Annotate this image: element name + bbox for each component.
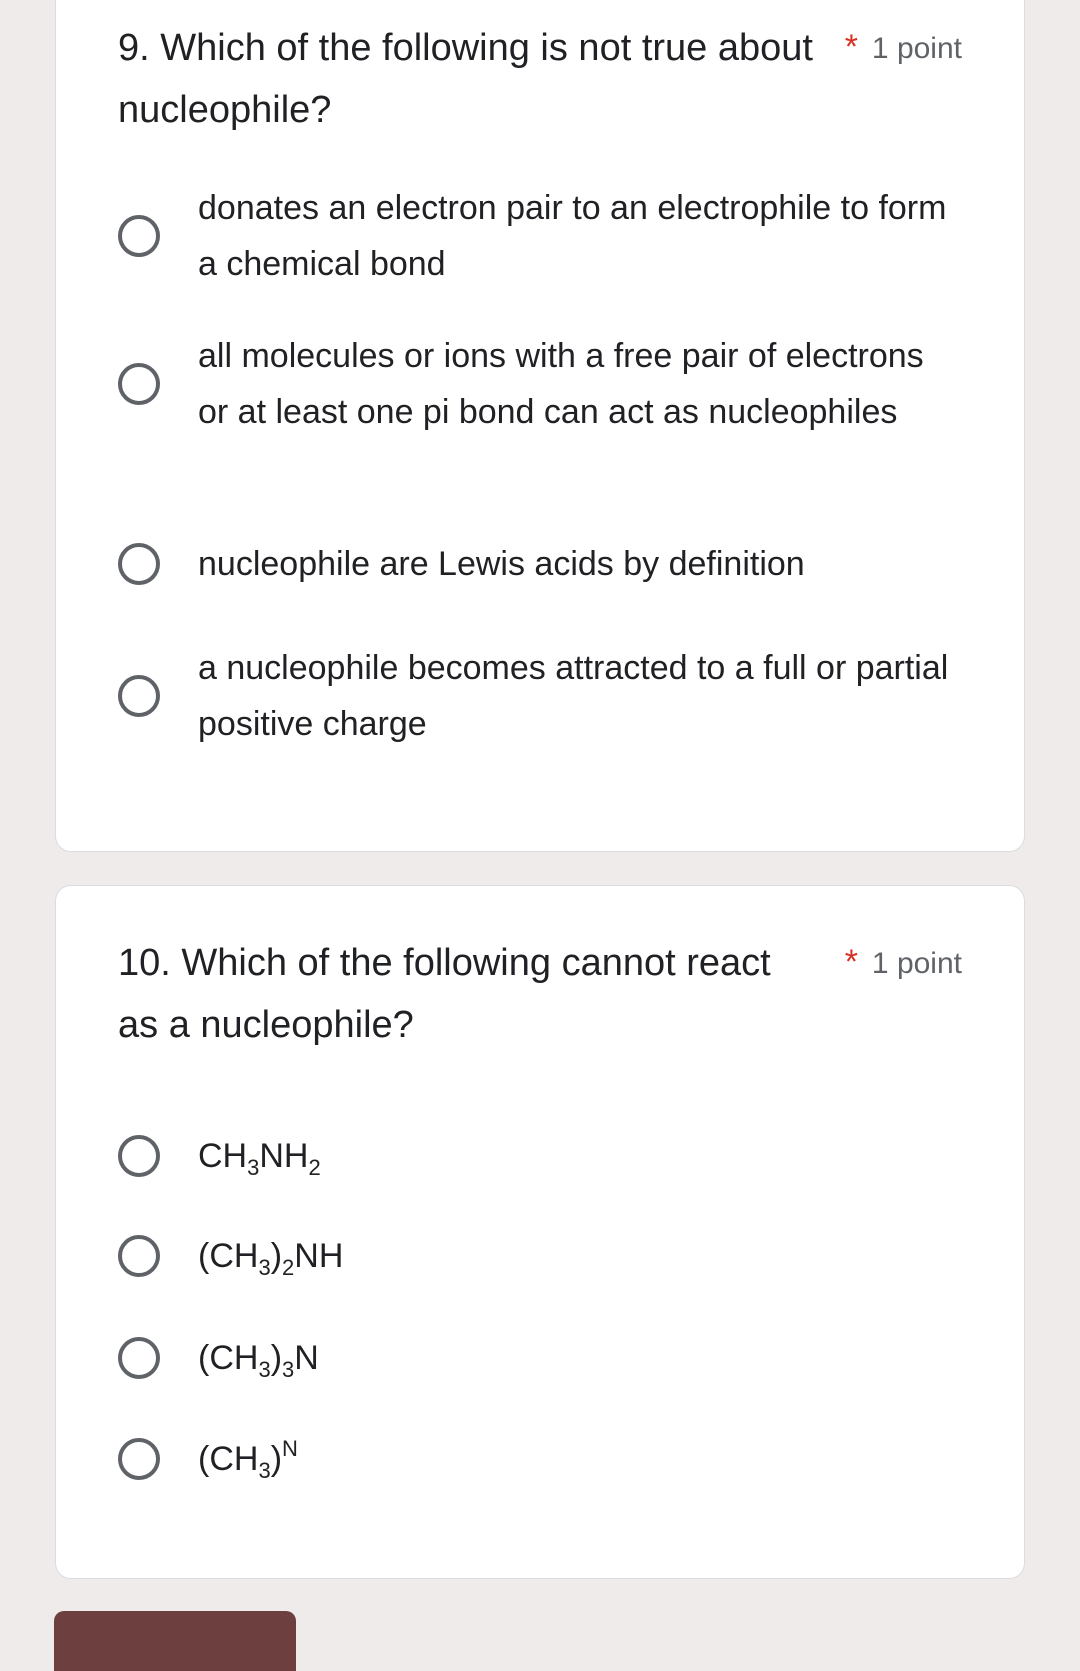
question-meta <box>845 932 962 992</box>
radio-button[interactable] <box>118 363 160 405</box>
points-label: 1 point <box>871 32 962 65</box>
question-title: 9. Which of the following is not true about nucleophile? <box>118 27 813 131</box>
radio-button[interactable] <box>118 1438 160 1480</box>
formula-text: NH <box>294 1237 344 1275</box>
option-formula <box>198 1128 321 1184</box>
option-item[interactable] <box>118 1128 984 1184</box>
option-item[interactable] <box>118 640 984 752</box>
formula-subscript: 3 <box>282 1357 295 1382</box>
question-card-9 <box>55 0 1025 852</box>
formula-text: ) <box>270 1339 283 1377</box>
radio-button[interactable] <box>118 1135 160 1177</box>
option-label: nucleophile are Lewis acids by definition <box>198 545 805 583</box>
formula-text: ) <box>270 1440 283 1478</box>
question-card-10 <box>55 885 1025 1579</box>
radio-button[interactable] <box>118 675 160 717</box>
formula-text: (CH <box>198 1237 259 1275</box>
option-label: donates an electron pair to an electrophile to form a chemical bond <box>198 189 947 283</box>
question-header <box>118 932 962 1056</box>
option-label: all molecules or ions with a free pair of electrons or at least one pi bond can act as nucleophiles <box>198 337 924 431</box>
required-marker: * <box>844 943 858 981</box>
option-formula <box>198 1228 343 1284</box>
formula-text: NH <box>259 1137 309 1175</box>
option-item[interactable] <box>118 1330 984 1386</box>
option-formula <box>198 1330 319 1386</box>
option-formula <box>198 1431 298 1487</box>
option-item[interactable] <box>118 1228 984 1284</box>
question-title: 10. Which of the following cannot react as a nucleophile? <box>118 942 771 1046</box>
formula-superscript: N <box>282 1436 298 1461</box>
formula-text: (CH <box>198 1440 259 1478</box>
required-marker: * <box>844 28 858 66</box>
option-item[interactable] <box>118 536 984 592</box>
formula-text: (CH <box>198 1339 259 1377</box>
question-meta <box>845 17 962 77</box>
question-header <box>118 17 962 141</box>
formula-subscript: 2 <box>282 1255 295 1280</box>
formula-text: N <box>294 1339 319 1377</box>
next-button[interactable] <box>54 1611 296 1671</box>
option-label: a nucleophile becomes attracted to a full or partial positive charge <box>198 649 949 743</box>
points-label: 1 point <box>871 947 962 980</box>
formula-subscript: 3 <box>258 1255 271 1280</box>
option-item[interactable] <box>118 1431 984 1487</box>
radio-button[interactable] <box>118 1235 160 1277</box>
formula-subscript: 3 <box>258 1357 271 1382</box>
option-item[interactable] <box>118 328 984 440</box>
radio-button[interactable] <box>118 543 160 585</box>
formula-subscript: 2 <box>308 1155 321 1180</box>
formula-text: ) <box>270 1237 283 1275</box>
radio-button[interactable] <box>118 1337 160 1379</box>
radio-button[interactable] <box>118 215 160 257</box>
formula-text: CH <box>198 1137 248 1175</box>
formula-subscript: 3 <box>258 1458 271 1483</box>
option-item[interactable] <box>118 180 984 292</box>
formula-subscript: 3 <box>247 1155 260 1180</box>
